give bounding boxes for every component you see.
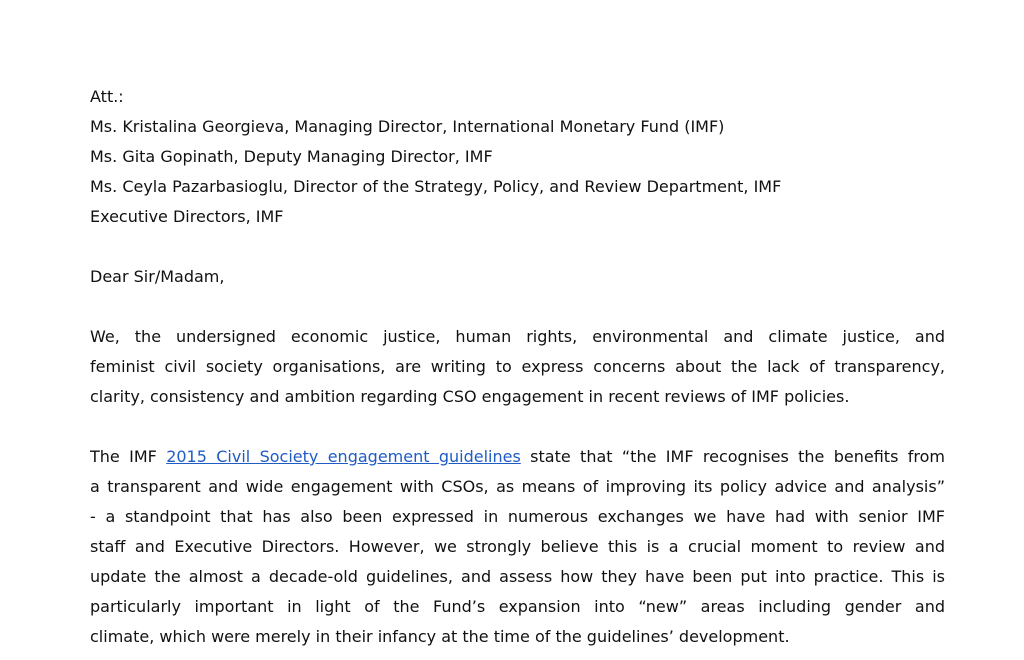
paragraph-text: state that “the IMF recognises the benefits from — [520, 447, 945, 466]
paragraph-line: We, the undersigned economic justice, human rights, environmental and climate justice, and — [90, 327, 945, 346]
att-label: Att.: — [90, 87, 124, 106]
recipient-line: Ms. Kristalina Georgieva, Managing Director, International Monetary Fund (IMF) — [90, 117, 725, 136]
paragraph-1 — [90, 322, 945, 412]
paragraph-line: clarity, consistency and ambition regarding CSO engagement in recent reviews of IMF policies. — [90, 387, 850, 406]
paragraph-line: - a standpoint that has also been expressed in numerous exchanges we have had with senior IMF — [90, 507, 945, 526]
paragraph-text: The IMF — [90, 447, 167, 466]
paragraph-line: climate, which were merely in their infancy at the time of the guidelines’ development. — [90, 627, 790, 646]
recipient-line: Ms. Ceyla Pazarbasioglu, Director of the Strategy, Policy, and Review Department, IMF — [90, 177, 782, 196]
paragraph-line: feminist civil society organisations, are writing to express concerns about the lack of transparency, — [90, 357, 945, 376]
paragraph-line — [90, 442, 945, 472]
salutation: Dear Sir/Madam, — [90, 267, 225, 286]
paragraph-line: a transparent and wide engagement with CSOs, as means of improving its policy advice and analysis” — [90, 477, 945, 496]
spacer — [90, 292, 945, 322]
spacer — [90, 232, 945, 262]
paragraph-line: particularly important in light of the Fund’s expansion into “new” areas including gender and — [90, 597, 945, 616]
paragraph-line: update the almost a decade-old guidelines, and assess how they have been put into practice. This is — [90, 567, 945, 586]
recipient-line: Ms. Gita Gopinath, Deputy Managing Director, IMF — [90, 147, 493, 166]
letter-body — [90, 82, 945, 652]
guidelines-link[interactable]: 2015 Civil Society engagement guidelines — [166, 447, 521, 466]
spacer — [90, 412, 945, 442]
recipient-line: Executive Directors, IMF — [90, 207, 284, 226]
paragraph-2 — [90, 442, 945, 652]
paragraph-line: staff and Executive Directors. However, we strongly believe this is a crucial moment to review and — [90, 537, 945, 556]
